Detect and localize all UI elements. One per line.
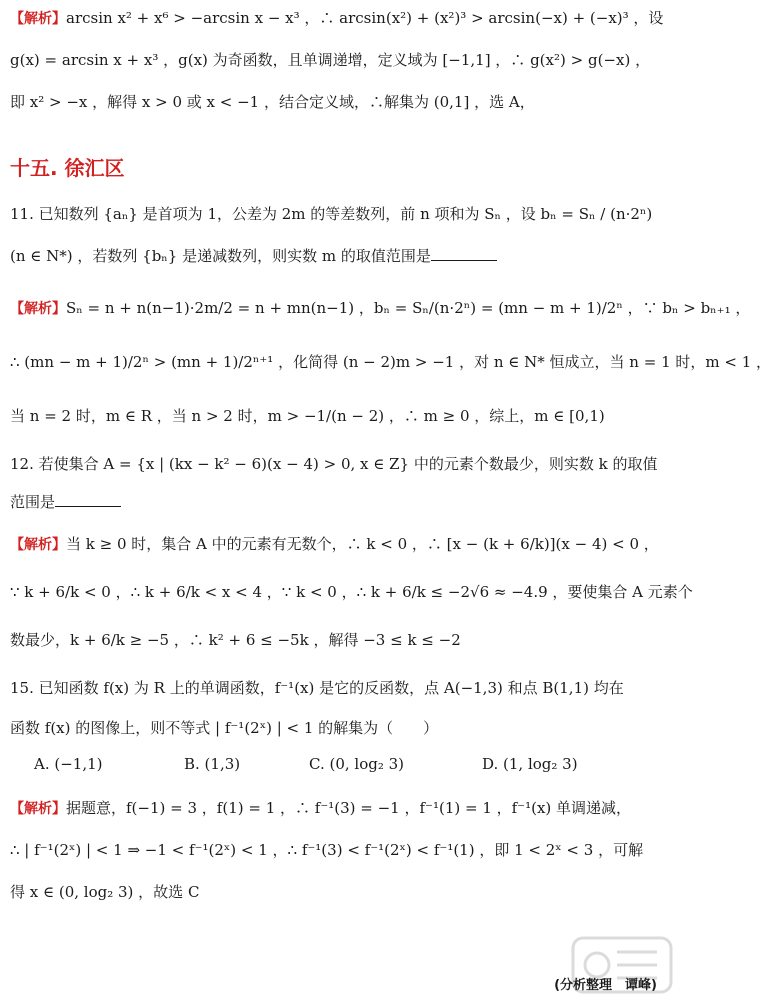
- option-d: D. (1, log₂ 3): [482, 755, 578, 773]
- solution-line: [10, 296, 751, 321]
- analysis-tag: 【解析】: [10, 301, 66, 317]
- option-c: C. (0, log₂ 3): [309, 755, 405, 773]
- answer-blank: [431, 248, 497, 261]
- solution-line: 即 x² > −x ，解得 x > 0 或 x < −1 ，结合定义域，∴解集为 (0,1] ，选 A，: [10, 93, 535, 111]
- option-b: B. (1,3): [184, 755, 241, 773]
- question-11-stem-cont: [10, 244, 679, 268]
- solution-line: ∴ (mn − m + 1)/2ⁿ > (mn + 1)/2ⁿ⁺¹ ，化简得 (n − 2)m > −1 ，对 n ∈ N* 恒成立，当 n = 1 时，m < 1 ，: [10, 353, 771, 371]
- question-15-stem: 15. 已知函数 f(x) 为 R 上的单调函数，f⁻¹(x) 是它的反函数，点 A(−1,3) 和点 B(1,1) 均在: [10, 679, 624, 697]
- footer-credit: (分析整理 谭峰): [554, 978, 657, 993]
- solution-line: 数最少，k + 6/k ≥ −5 ，∴ k² + 6 ≤ −5k ，解得 −3 ≤ k ≤ −2: [10, 631, 461, 649]
- solution-text: arcsin x² + x⁶ > −arcsin x − x³ ，∴ arcsin(x²) + (x²)³ > arcsin(−x) + (−x)³ ，设: [66, 9, 664, 27]
- analysis-tag: 【解析】: [10, 11, 66, 27]
- solution-text: 据题意，f(−1) = 3 ，f(1) = 1 ，∴ f⁻¹(3) = −1 ，f⁻¹(1) = 1 ，f⁻¹(x) 单调递减，: [66, 799, 632, 817]
- question-11-text: (n ∈ N*) ，若数列 {bₙ} 是递减数列，则实数 m 的取值范围是: [10, 247, 431, 265]
- question-12-text: 范围是: [10, 493, 56, 511]
- solution-line: ∴ | f⁻¹(2ˣ) | < 1 ⇒ −1 < f⁻¹(2ˣ) < 1 ，∴ f⁻¹(3) < f⁻¹(2ˣ) < f⁻¹(1) ，即 1 < 2ˣ < 3 ，可解: [10, 841, 644, 859]
- solution-line: [10, 532, 679, 557]
- solution-line: g(x) = arcsin x + x³ ，g(x) 为奇函数，且单调递增，定义域为 [−1,1] ，∴ g(x²) > g(−x) ，: [10, 51, 651, 69]
- analysis-tag: 【解析】: [10, 537, 66, 553]
- option-a: A. (−1,1): [34, 755, 103, 773]
- answer-blank: [55, 494, 121, 507]
- answer-options: [34, 755, 634, 779]
- solution-text: 当 k ≥ 0 时，集合 A 中的元素有无数个，∴ k < 0 ，∴ [x − (k + 6/k)](x − 4) < 0 ，: [66, 535, 659, 553]
- solution-line: 当 n = 2 时，m ∈ R ，当 n > 2 时，m > −1/(n − 2) ，∴ m ≥ 0 ，综上，m ∈ [0,1): [10, 407, 605, 425]
- question-12-stem: 12. 若使集合 A = {x | (kx − k² − 6)(x − 4) > 0, x ∈ Z} 中的元素个数最少，则实数 k 的取值: [10, 455, 658, 473]
- question-15-stem-cont: 函数 f(x) 的图像上，则不等式 | f⁻¹(2ˣ) | < 1 的解集为（ ）: [10, 719, 439, 737]
- section-title: 十五. 徐汇区: [10, 156, 125, 180]
- solution-text: Sₙ = n + n(n−1)·2m/2 = n + mn(n−1) ，bₙ = Sₙ/(n·2ⁿ) = (mn − m + 1)/2ⁿ ，∵ bₙ > bₙ₊₁ ，: [66, 299, 751, 317]
- question-12-stem-cont: [10, 490, 679, 514]
- solution-line: [10, 796, 679, 821]
- solution-line: [10, 6, 679, 31]
- analysis-tag: 【解析】: [10, 801, 66, 817]
- question-11-stem: 11. 已知数列 {aₙ} 是首项为 1，公差为 2m 的等差数列，前 n 项和为 Sₙ ，设 bₙ = Sₙ / (n·2ⁿ): [10, 205, 653, 223]
- solution-line: ∵ k + 6/k < 0 ，∴ k + 6/k < x < 4 ，∵ k < 0 ，∴ k + 6/k ≤ −2√6 ≈ −4.9 ，要使集合 A 元素个: [10, 583, 693, 601]
- solution-line: 得 x ∈ (0, log₂ 3) ，故选 C: [10, 883, 200, 901]
